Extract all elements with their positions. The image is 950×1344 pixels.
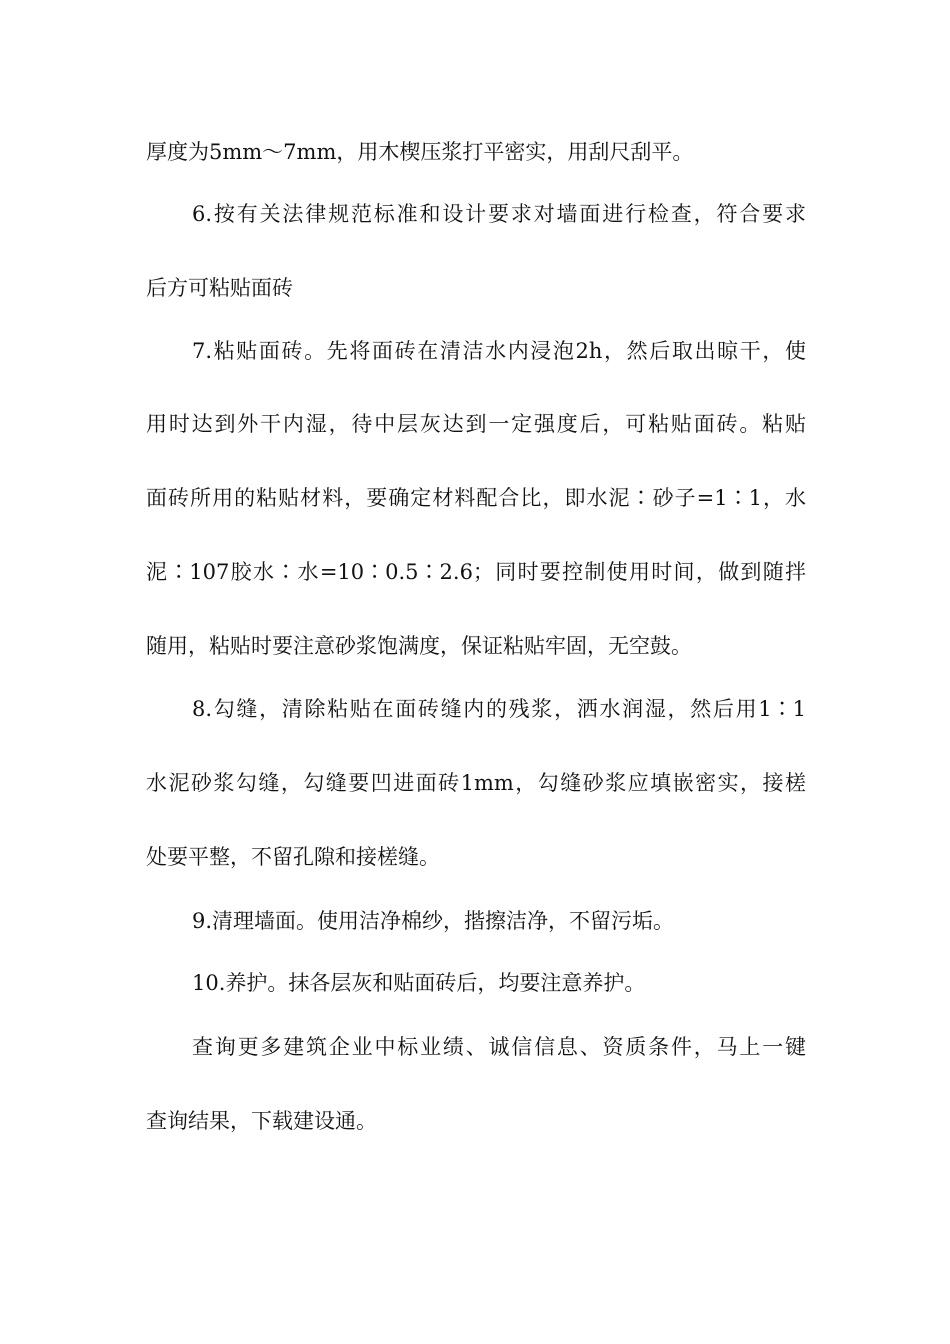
text-line-7: 泥∶107胶水∶水=10∶0.5∶2.6；同时要控制使用时间，做到随拌: [146, 560, 806, 584]
text-line-9: 8.勾缝，清除粘贴在面砖缝内的残浆，洒水润湿，然后用1∶1: [192, 697, 806, 721]
text-line-5: 用时达到外干内湿，待中层灰达到一定强度后，可粘贴面砖。粘贴: [146, 412, 806, 436]
text-line-4: 7.粘贴面砖。先将面砖在清洁水内浸泡2h，然后取出晾干，使: [192, 339, 806, 363]
text-line-2: 6.按有关法律规范标准和设计要求对墙面进行检查，符合要求: [192, 202, 806, 226]
text-line-1: 厚度为5mm～7mm，用木楔压浆打平密实，用刮尺刮平。: [146, 140, 694, 164]
text-line-6: 面砖所用的粘贴材料，要确定材料配合比，即水泥∶砂子=1∶1，水: [146, 486, 806, 510]
text-line-11: 处要平整，不留孔隙和接槎缝。: [146, 845, 440, 869]
text-line-8: 随用，粘贴时要注意砂浆饱满度，保证粘贴牢固，无空鼓。: [146, 634, 692, 658]
text-line-13: 10.养护。抹各层灰和贴面砖后，均要注意养护。: [192, 971, 646, 995]
text-line-10: 水泥砂浆勾缝，勾缝要凹进面砖1mm，勾缝砂浆应填嵌密实，接槎: [146, 771, 806, 795]
text-line-3: 后方可粘贴面砖: [146, 276, 293, 300]
text-line-12: 9.清理墙面。使用洁净棉纱，揩擦洁净，不留污垢。: [192, 909, 675, 933]
text-line-14: 查询更多建筑企业中标业绩、诚信信息、资质条件，马上一键: [192, 1035, 806, 1059]
text-line-15: 查询结果，下载建设通。: [146, 1109, 377, 1133]
